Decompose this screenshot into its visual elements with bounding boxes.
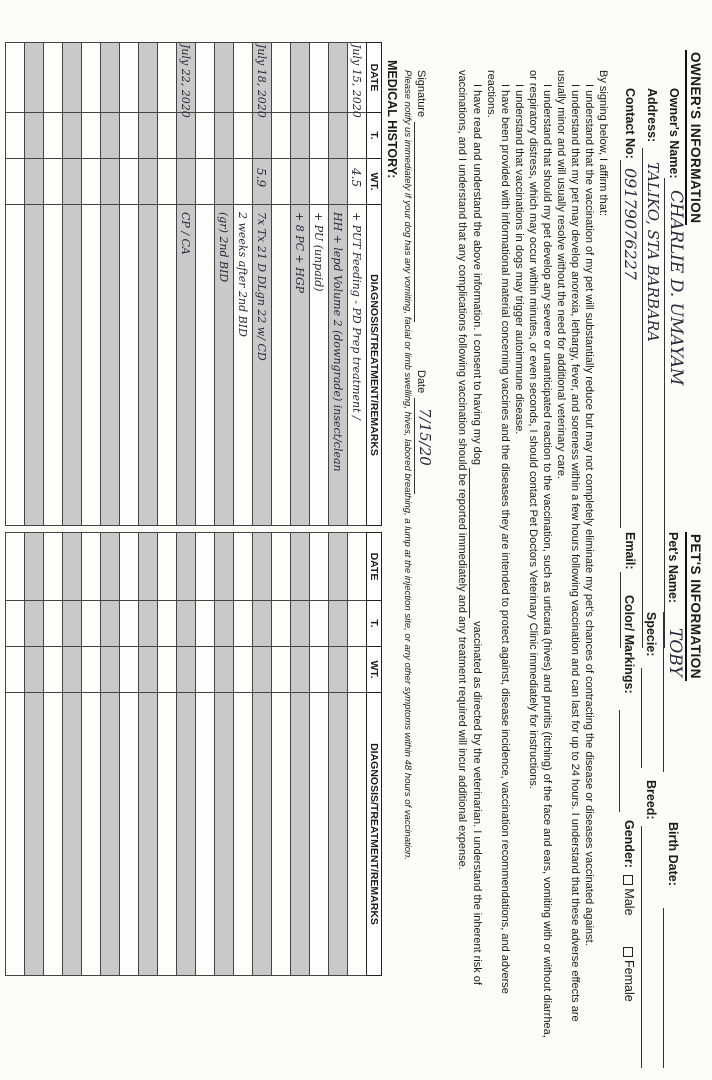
right-table-cell[interactable]: [291, 693, 310, 976]
right-table-cell[interactable]: [63, 601, 82, 647]
right-table-cell[interactable]: [158, 601, 177, 647]
right-table-cell[interactable]: [234, 601, 253, 647]
owner-name-line: [664, 178, 665, 648]
left-table-row: [101, 43, 120, 526]
right-table-cell[interactable]: [177, 647, 196, 693]
right-table-cell[interactable]: [272, 601, 291, 647]
right-table-row: [234, 533, 253, 976]
left-table-cell[interactable]: [101, 43, 120, 113]
left-table-cell[interactable]: [291, 113, 310, 159]
entry-date: July 22, 2020: [179, 44, 192, 118]
left-table-cell[interactable]: [25, 43, 44, 113]
right-table-cell[interactable]: [272, 693, 291, 976]
entry-remarks: + PU (unpaid): [312, 212, 325, 292]
consent-intro: By signing below, I affirm that:: [597, 70, 609, 216]
right-table-row: [139, 533, 158, 976]
left-table-cell[interactable]: [25, 113, 44, 159]
left-table-cell[interactable]: [158, 205, 177, 526]
address-line: [642, 148, 643, 648]
left-table-cell[interactable]: [44, 205, 63, 526]
consent-paragraph-2: I understand that my pet may develop anorexia, lethargy, fever, and soreness within a few hours following vaccination and can last for up to 24 hours. I understand that these adverse effects are usually minor and will usually resolve without the need for additional veterinary care.: [555, 70, 581, 1022]
right-table-cell[interactable]: [44, 601, 63, 647]
right-table-row: [158, 533, 177, 976]
pet-name-label: Pet's Name:: [666, 532, 680, 604]
left-table-row: [63, 43, 82, 526]
email-label: Email:: [623, 532, 637, 570]
left-table-row: [272, 43, 291, 526]
left-table-cell[interactable]: [158, 159, 177, 205]
right-table-cell[interactable]: [329, 601, 348, 647]
entry-remarks: 2 weeks after 2nd BID: [236, 212, 249, 337]
color-markings-line: [619, 710, 620, 812]
consent-paragraph-4: I understand that vaccinations in dogs may trigger autoimmune disease.: [513, 84, 525, 435]
right-table-cell[interactable]: [158, 693, 177, 976]
left-table-cell[interactable]: [44, 159, 63, 205]
right-table-cell[interactable]: [234, 647, 253, 693]
left-table-cell[interactable]: [139, 43, 158, 113]
col-remarks-right: DIAGNOSIS/TREATMENT/REMARKS: [367, 693, 382, 976]
left-table-row: [139, 43, 158, 526]
right-table-cell[interactable]: [215, 693, 234, 976]
right-table-cell[interactable]: [139, 533, 158, 601]
right-table-row: [6, 533, 25, 976]
left-table-cell[interactable]: [25, 205, 44, 526]
right-table-body: [6, 533, 367, 976]
left-table-cell[interactable]: [101, 159, 120, 205]
right-table-cell[interactable]: [196, 533, 215, 601]
right-table-cell[interactable]: [348, 533, 367, 601]
right-table-cell[interactable]: [6, 533, 25, 601]
left-table-cell[interactable]: [120, 113, 139, 159]
right-table-cell[interactable]: [177, 601, 196, 647]
right-table-cell[interactable]: [291, 647, 310, 693]
right-table-row: [63, 533, 82, 976]
left-table-cell[interactable]: [139, 159, 158, 205]
right-table-cell[interactable]: [139, 693, 158, 976]
col-t: T.: [367, 113, 382, 159]
left-table-row: [196, 43, 215, 526]
left-table-cell[interactable]: [329, 43, 348, 113]
gender-male-label: Male: [622, 888, 636, 916]
gender-female-checkbox[interactable]: [623, 947, 633, 957]
left-table-cell[interactable]: [158, 43, 177, 113]
left-table-row: [215, 43, 234, 526]
gender-label: [622, 820, 636, 1002]
right-table-cell[interactable]: [272, 647, 291, 693]
left-table-cell[interactable]: [272, 159, 291, 205]
right-table-cell[interactable]: [310, 647, 329, 693]
col-wt: WT.: [367, 159, 382, 205]
consent-date-value[interactable]: 7/15/20: [416, 408, 434, 466]
left-table-cell[interactable]: [44, 43, 63, 113]
left-table-cell[interactable]: [177, 159, 196, 205]
address-value[interactable]: TALIKO, STA BARBARA: [644, 162, 662, 342]
right-table-cell[interactable]: [82, 647, 101, 693]
pet-section-title: PET'S INFORMATION: [685, 532, 703, 681]
right-table-cell[interactable]: [25, 647, 44, 693]
left-table-row: [44, 43, 63, 526]
left-table-cell[interactable]: [177, 113, 196, 159]
entry-remarks: CP / CA: [179, 212, 192, 255]
right-table-row: [120, 533, 139, 976]
left-table-cell[interactable]: [101, 113, 120, 159]
entry-weight: 4.5: [349, 168, 363, 188]
right-table-row: [25, 533, 44, 976]
right-table-cell[interactable]: [120, 693, 139, 976]
right-table-cell[interactable]: [196, 693, 215, 976]
col-date-right: DATE: [367, 533, 382, 601]
address-label: Address:: [645, 88, 659, 143]
right-table-row: [348, 533, 367, 976]
left-table-cell[interactable]: [44, 113, 63, 159]
right-table-cell[interactable]: [82, 601, 101, 647]
right-table-cell[interactable]: [120, 647, 139, 693]
left-table-cell[interactable]: [101, 205, 120, 526]
right-table-row: [177, 533, 196, 976]
right-table-cell[interactable]: [272, 533, 291, 601]
right-table-cell[interactable]: [120, 601, 139, 647]
consent-paragraph-1: I understand that the vaccination of my pet will substantially reduce but may not completely eliminate my pet's chances of contracting the disease or diseases vaccinated against.: [583, 84, 595, 946]
right-table-cell[interactable]: [177, 533, 196, 601]
signature-label: Signature: [415, 70, 427, 118]
right-table-cell[interactable]: [25, 533, 44, 601]
right-table-cell[interactable]: [234, 533, 253, 601]
left-table-cell[interactable]: [329, 113, 348, 159]
left-table-cell[interactable]: [63, 43, 82, 113]
left-table-cell[interactable]: [6, 113, 25, 159]
right-table-cell[interactable]: [25, 601, 44, 647]
col-t-right: T.: [367, 601, 382, 647]
left-table-cell[interactable]: [120, 205, 139, 526]
right-table-cell[interactable]: [253, 647, 272, 693]
birth-date-line: [663, 908, 664, 1068]
right-table-cell[interactable]: [6, 693, 25, 976]
medical-history-table-left: [5, 42, 382, 526]
breed-label: Breed:: [644, 780, 658, 820]
right-table-cell[interactable]: [310, 533, 329, 601]
gender-female-label: Female: [622, 960, 636, 1002]
left-table-row: [6, 43, 25, 526]
right-table-cell[interactable]: [101, 693, 120, 976]
right-table-row: [253, 533, 272, 976]
entry-weight: 5.9: [254, 168, 268, 188]
right-table-cell[interactable]: [329, 693, 348, 976]
col-date: DATE: [367, 43, 382, 113]
left-table-cell[interactable]: [291, 159, 310, 205]
left-table-cell[interactable]: [215, 159, 234, 205]
specie-line: [641, 668, 642, 768]
left-table-cell[interactable]: [6, 159, 25, 205]
right-table-cell[interactable]: [44, 647, 63, 693]
owner-section-title: OWNER'S INFORMATION: [685, 50, 703, 225]
email-line: [620, 572, 621, 648]
right-table-cell[interactable]: [196, 601, 215, 647]
left-table-cell[interactable]: [196, 159, 215, 205]
right-table-cell[interactable]: [253, 601, 272, 647]
left-table-cell[interactable]: [139, 205, 158, 526]
right-table-cell[interactable]: [215, 601, 234, 647]
entry-remarks: 7x Tx 21 D DLgn 22 w/ CD: [255, 212, 268, 361]
left-table-cell[interactable]: [63, 159, 82, 205]
right-table-cell[interactable]: [215, 647, 234, 693]
left-table-cell[interactable]: [215, 43, 234, 113]
right-table-cell[interactable]: [139, 601, 158, 647]
left-table-cell[interactable]: [272, 43, 291, 113]
right-table-cell[interactable]: [177, 693, 196, 976]
left-table-row: [25, 43, 44, 526]
right-table-cell[interactable]: [63, 647, 82, 693]
medical-history-table-right: [5, 532, 382, 976]
right-table-row: [329, 533, 348, 976]
col-wt-right: WT.: [367, 647, 382, 693]
contact-label: Contact No:: [623, 88, 637, 159]
left-table-cell[interactable]: [82, 159, 101, 205]
right-table-cell[interactable]: [101, 533, 120, 601]
entry-remarks: + PUT Feeding - PD Prep treatment /: [350, 212, 363, 420]
left-table-cell[interactable]: [63, 205, 82, 526]
right-table-cell[interactable]: [101, 647, 120, 693]
color-markings-label: Color/ Markings:: [622, 595, 636, 694]
right-table-row: [44, 533, 63, 976]
right-table-row: [291, 533, 310, 976]
left-table-cell[interactable]: [234, 159, 253, 205]
right-table-cell[interactable]: [82, 533, 101, 601]
right-table-cell[interactable]: [196, 647, 215, 693]
dog-name-blank[interactable]: [469, 468, 484, 618]
left-table-cell[interactable]: [310, 43, 329, 113]
left-table-cell[interactable]: [272, 113, 291, 159]
owner-name-label: Owner's Name:: [667, 88, 681, 179]
entry-date: July 18, 2020: [255, 44, 268, 118]
right-table-row: [215, 533, 234, 976]
right-table-cell[interactable]: [101, 601, 120, 647]
left-table-row: [158, 43, 177, 526]
right-table-cell[interactable]: [6, 647, 25, 693]
pet-name-line: [663, 612, 664, 772]
left-table-cell[interactable]: [25, 159, 44, 205]
contact-value[interactable]: 09179076227: [621, 168, 640, 280]
left-table-cell[interactable]: [120, 43, 139, 113]
gender-male-checkbox[interactable]: [623, 875, 633, 885]
consent-p6a: I have read and understand the above information. I consent to having my dog: [471, 84, 483, 465]
right-table-cell[interactable]: [82, 693, 101, 976]
right-table-cell[interactable]: [234, 693, 253, 976]
right-table-row: [310, 533, 329, 976]
right-table-cell[interactable]: [291, 533, 310, 601]
left-table-cell[interactable]: [120, 159, 139, 205]
entry-date: July 15, 2020: [350, 44, 363, 118]
right-table-cell[interactable]: [63, 533, 82, 601]
left-table-cell[interactable]: [158, 113, 177, 159]
right-table-row: [82, 533, 101, 976]
left-table-cell[interactable]: [310, 113, 329, 159]
right-table-cell[interactable]: [158, 533, 177, 601]
consent-paragraph-6: [455, 70, 484, 1040]
date-label: Date: [415, 370, 427, 394]
left-table-row: [82, 43, 101, 526]
right-table-cell[interactable]: [253, 533, 272, 601]
right-table-cell[interactable]: [25, 693, 44, 976]
right-table-cell[interactable]: [44, 533, 63, 601]
right-table-cell[interactable]: [310, 693, 329, 976]
left-table-cell[interactable]: [348, 113, 367, 159]
right-table-cell[interactable]: [310, 601, 329, 647]
right-table-cell[interactable]: [348, 693, 367, 976]
left-table-cell[interactable]: [6, 205, 25, 526]
owner-name-value[interactable]: CHARLIE D. UMAYAM: [666, 190, 686, 386]
right-table-cell[interactable]: [6, 601, 25, 647]
left-table-cell[interactable]: [329, 159, 348, 205]
right-table-cell[interactable]: [253, 693, 272, 976]
right-table-cell[interactable]: [329, 533, 348, 601]
col-remarks: DIAGNOSIS/TREATMENT/REMARKS: [367, 205, 382, 526]
right-table-row: [196, 533, 215, 976]
left-table-cell[interactable]: [234, 43, 253, 113]
signature-line[interactable]: [414, 122, 415, 322]
notify-note: Please notify us immediately if your dog has any vomiting, facial or limb swelling, hives, labored breathing, a lump at the injection site, or any other symptoms within 48 hours of vaccination.: [402, 70, 413, 860]
consent-text-block: [455, 70, 610, 1040]
entry-remarks: HH + lepd Volume 2 (downgrade) insect/clean: [331, 212, 344, 472]
birth-date-label: Birth Date:: [666, 822, 680, 886]
left-table-cell[interactable]: [196, 113, 215, 159]
right-table-row: [101, 533, 120, 976]
left-table-cell[interactable]: [234, 113, 253, 159]
left-table-cell[interactable]: [291, 43, 310, 113]
gender-label-text: Gender:: [622, 820, 636, 868]
right-table-cell[interactable]: [348, 647, 367, 693]
consent-paragraph-5: I have been provided with informational material concerning vaccines and the diseases they are intended to protect against, disease incidence, vaccination recommendations, and adverse reactions.: [485, 70, 511, 994]
right-table-cell[interactable]: [44, 693, 63, 976]
entry-remarks: + 8 PC + HGP: [293, 212, 306, 294]
right-table-cell[interactable]: [348, 601, 367, 647]
consent-p6b: vaccinated as directed by the veterinarian. I understand the inherent risk of vaccinations, and I understand that any complications following vaccination should be reported immediately and any treatment required will incur additional expense.: [456, 70, 483, 985]
left-table-cell[interactable]: [272, 205, 291, 526]
date-line: [414, 398, 415, 494]
pet-name-value[interactable]: TOBY: [665, 628, 685, 677]
left-table-cell[interactable]: [82, 113, 101, 159]
right-table-row: [272, 533, 291, 976]
left-table-cell[interactable]: [63, 113, 82, 159]
left-table-cell[interactable]: [196, 205, 215, 526]
right-table-cell[interactable]: [291, 601, 310, 647]
entry-remarks: (gr) 2nd BID: [217, 212, 230, 283]
left-table-cell[interactable]: [82, 43, 101, 113]
right-table-cell[interactable]: [215, 533, 234, 601]
left-table-cell[interactable]: [215, 113, 234, 159]
medical-history-title: MEDICAL HISTORY:: [385, 60, 399, 179]
right-table-cell[interactable]: [63, 693, 82, 976]
specie-label: Specie:: [644, 612, 658, 657]
left-table-cell[interactable]: [253, 113, 272, 159]
left-table-cell[interactable]: [310, 159, 329, 205]
left-table-row: [120, 43, 139, 526]
left-table-cell[interactable]: [139, 113, 158, 159]
left-table-cell[interactable]: [6, 43, 25, 113]
breed-line: [641, 826, 642, 1068]
consent-paragraph-3: I understand that should my pet develop any severe or unanticipated reaction to the vaccination, such as urticaria (hives) and pruritis (itching) of the face and ears, vomiting with or without diarrhea, or respiratory distress, which may occur within minutes, or even seconds, I should contact Pet Doctors Veterinary Clinic immediately for instructions.: [527, 70, 553, 1038]
right-table-cell[interactable]: [329, 647, 348, 693]
right-table-cell[interactable]: [158, 647, 177, 693]
right-table-cell[interactable]: [139, 647, 158, 693]
right-table-cell[interactable]: [120, 533, 139, 601]
left-table-cell[interactable]: [82, 205, 101, 526]
left-table-cell[interactable]: [196, 43, 215, 113]
